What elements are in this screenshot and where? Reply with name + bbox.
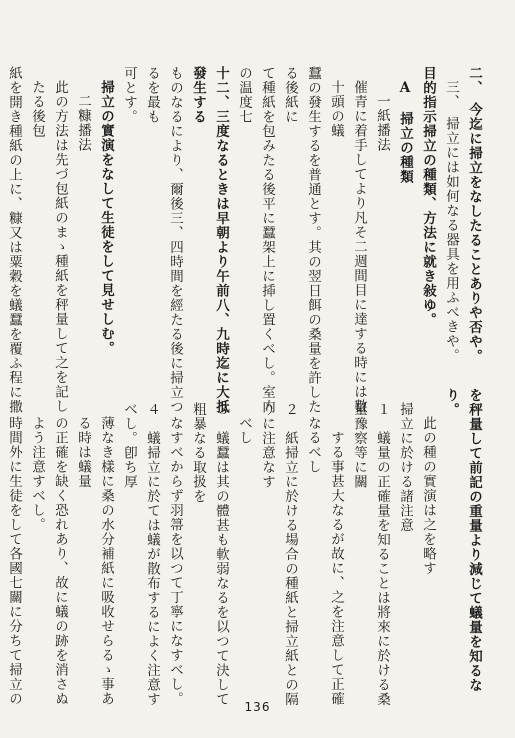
text-column: ものなるにより、爾後三、四時間を經たる後に掃立つるを最も [144, 66, 183, 414]
text-column: を秤量して前記の重量より減じて蟻量を知るなり。 [443, 388, 482, 693]
text-column: 掃立の實演をなして生徒をして見せしむ。 [98, 80, 114, 356]
text-column: 一紙播法 [374, 94, 390, 152]
text-column: 紙を開き種紙の上に、糠又は粟穀を蟻蠶を覆ふ程に撒 [6, 66, 22, 414]
text-column: 目的指示掃立の種類、方法に就き敍ゆ。 [420, 66, 436, 327]
text-column: 時間外に生徒をして各國七關に分ちて掃立の [6, 416, 22, 706]
page-number: 136 [244, 700, 271, 714]
text-column: ２ 紙掃立に於ける場合の種紙と掃立紙との隔りに注意なす [259, 402, 298, 707]
text-column: て種紙を包みたる後平に蠶架上に揷し置くべし。室内の温度七 [236, 66, 275, 414]
text-column: 掃立に於ける諸注意 [397, 402, 413, 533]
text-column: する事甚大なるが故に、之を注意して正確なるべし [305, 416, 344, 706]
text-column: 可とす。 [121, 66, 137, 124]
text-column: 三、 掃立には如何なる器具を用ふべきや。 [443, 80, 459, 364]
text-column: A 掃立の種類 [397, 80, 413, 184]
text-column: べし [236, 416, 252, 445]
text-column: 蠶の發生するを普通とす。其の翌日餌の桑量を許したる後紙に [282, 66, 321, 414]
text-column: 二糠播法 [75, 94, 91, 152]
text-column: 二、 今迄に掃立をなしたることありや否や。 [466, 66, 482, 364]
text-column: 薄なき樣に桑の水分補紙に吸收せらるゝ事ある時は蟻量 [75, 416, 114, 706]
text-column: の正確を缺く恐れあり、故に蟻の跡を消さぬよう注意すべし。 [29, 416, 68, 706]
text-column: ４ 蟻掃立に於ては蟻が散布するによく注意すべし。卽ち厚 [121, 402, 160, 707]
text-column: 催青に着手してより凡そ二週間目に達する時には數十頭の蟻 [328, 80, 367, 414]
text-column: 此の種の實演は之を略す [420, 416, 436, 576]
text-column: 此の方法は先づ包紙のまゝ種紙を秤量して之を記したる後包 [29, 80, 68, 414]
text-column: なすべからず羽箒を以つて丁寧になすべし。 [167, 416, 183, 706]
text-column: 十二、三度なるときは早朝より午前八、九時迄に大抵發生する [190, 66, 229, 414]
text-column: １ 蟻量の正確量を知ることは將來に於ける桑量豫察等に關 [351, 402, 390, 707]
text-column: ３ 蟻蠶は其の體甚も軟弱なるを以つて決して粗暴なる取扱を [190, 402, 229, 707]
upper-text-section [6, 66, 485, 426]
lower-text-section [6, 388, 485, 708]
